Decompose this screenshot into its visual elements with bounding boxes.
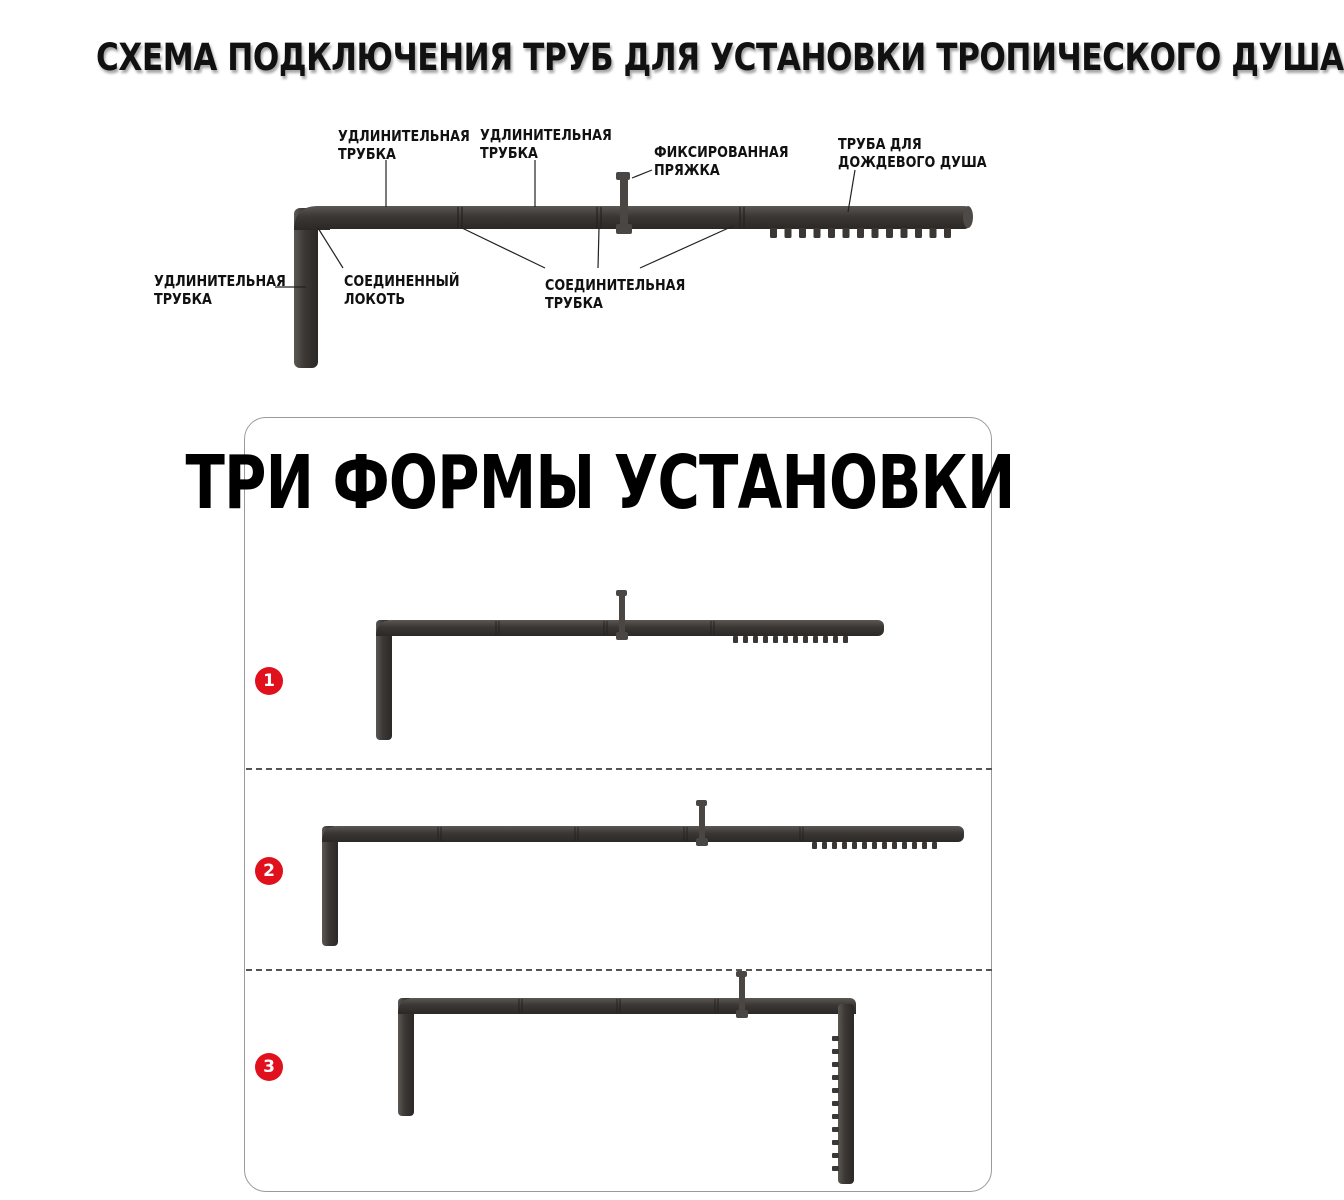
nozzle [823, 636, 828, 643]
nozzle [832, 1140, 839, 1145]
nozzle [862, 842, 867, 849]
nozzle [832, 1075, 839, 1080]
nozzle [753, 636, 758, 643]
option-number-badge: 3 [255, 1053, 283, 1081]
panel-title: ТРИ ФОРМЫ УСТАНОВКИ [185, 440, 1015, 526]
nozzle [733, 636, 738, 643]
nozzle [763, 636, 768, 643]
nozzle [892, 842, 897, 849]
label-line: ТРУБКА [545, 294, 603, 312]
nozzle [822, 842, 827, 849]
label-line: ФИКСИРОВАННАЯ [654, 143, 789, 161]
nozzle [833, 636, 838, 643]
label-line: ЛОКОТЬ [344, 290, 406, 308]
nozzle [902, 842, 907, 849]
nozzle [882, 842, 887, 849]
nozzle [813, 636, 818, 643]
option-3-layout [398, 971, 856, 1184]
nozzle [812, 842, 817, 849]
nozzle [832, 842, 837, 849]
label-line: СОЕДИНИТЕЛЬНАЯ [545, 276, 686, 294]
label-line: ДОЖДЕВОГО ДУША [838, 153, 987, 171]
nozzle [832, 1114, 839, 1119]
nozzle [922, 842, 927, 849]
nozzle [852, 842, 857, 849]
nozzle [832, 1127, 839, 1132]
nozzle [872, 842, 877, 849]
rain-nozzles [733, 636, 848, 643]
nozzle [832, 1036, 839, 1041]
nozzle [793, 636, 798, 643]
nozzle [743, 636, 748, 643]
nozzle [832, 1153, 839, 1158]
nozzle [932, 842, 937, 849]
nozzle [832, 1088, 839, 1093]
nozzle [773, 636, 778, 643]
rain-nozzles [812, 842, 937, 849]
nozzle [832, 1049, 839, 1054]
nozzle [832, 1166, 839, 1171]
label-line: ПРЯЖКА [654, 161, 720, 179]
label-line: ТРУБА ДЛЯ [838, 135, 922, 153]
rain-nozzles [832, 1036, 839, 1171]
label-line: УДЛИНИТЕЛЬНАЯ [480, 126, 612, 144]
option-number-badge: 1 [255, 667, 283, 695]
nozzle [783, 636, 788, 643]
label-line: ТРУБКА [338, 145, 396, 163]
label-line: ТРУБКА [480, 144, 538, 162]
option-2-layout [322, 800, 964, 946]
label-line: СОЕДИНЕННЫЙ [344, 272, 460, 290]
label-line: УДЛИНИТЕЛЬНАЯ [338, 127, 470, 145]
page-title: СХЕМА ПОДКЛЮЧЕНИЯ ТРУБ ДЛЯ УСТАНОВКИ ТРОПИЧЕСКОГО ДУША [96, 36, 1344, 79]
nozzle [832, 1101, 839, 1106]
nozzle [843, 636, 848, 643]
option-1-layout [376, 590, 884, 740]
nozzle [912, 842, 917, 849]
nozzle [803, 636, 808, 643]
label-line: УДЛИНИТЕЛЬНАЯ [154, 272, 286, 290]
option-number-badge: 2 [255, 857, 283, 885]
label-line: ТРУБКА [154, 290, 212, 308]
nozzle [832, 1062, 839, 1067]
nozzle [842, 842, 847, 849]
